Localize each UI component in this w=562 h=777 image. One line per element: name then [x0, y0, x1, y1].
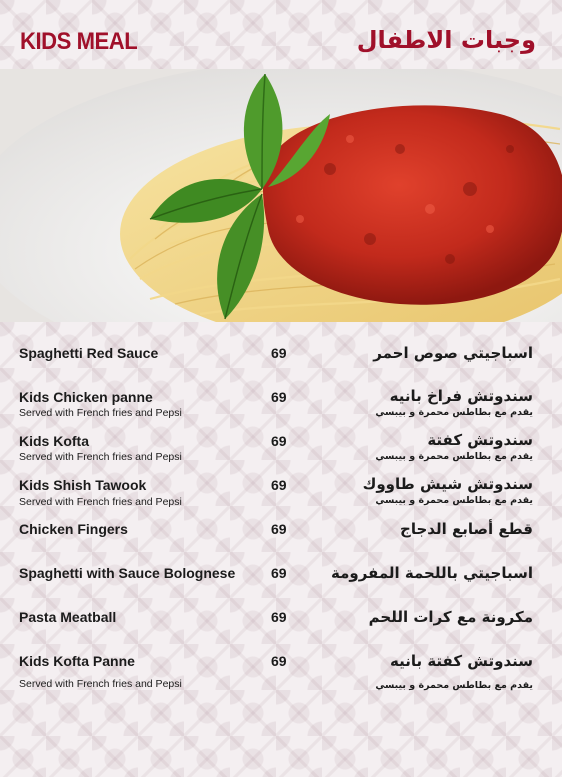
menu-item — [0, 430, 562, 470]
item-name-arabic: مكرونة مع كرات اللحم — [368, 608, 533, 626]
item-price: 69 — [271, 565, 287, 581]
item-price: 69 — [271, 521, 287, 537]
item-name-english: Kids Chicken panne — [19, 389, 153, 405]
item-name-arabic: سندوتش كفتة بانيه — [390, 652, 533, 670]
item-name-english: Kids Shish Tawook — [19, 477, 147, 493]
item-name-english: Chicken Fingers — [19, 521, 128, 537]
item-description-arabic: يقدم مع بطاطس محمرة و بيبسي — [375, 495, 533, 506]
item-price: 69 — [271, 477, 287, 493]
menu-item — [0, 474, 562, 514]
item-name-arabic: سندوتش فراخ بانيه — [389, 387, 533, 405]
item-name-english: Kids Kofta — [19, 433, 89, 449]
menu-item — [0, 519, 562, 559]
page-title-arabic: وجبات الاطفال — [356, 26, 536, 54]
dish-photo — [0, 69, 562, 322]
spaghetti-image — [0, 69, 562, 322]
item-name-english: Pasta Meatball — [19, 609, 117, 625]
page-title-english: KIDS MEAL — [20, 28, 138, 55]
item-description-english: Served with French fries and Pepsi — [19, 451, 182, 463]
item-description-arabic: يقدم مع بطاطس محمرة و بيبسي — [375, 451, 533, 462]
item-name-arabic: اسباجيتي باللحمة المفرومة — [331, 564, 533, 582]
item-name-arabic: سندوتش كفتة — [427, 431, 533, 449]
menu-item — [0, 563, 562, 603]
item-name-arabic: سندوتش شيش طاووك — [362, 475, 533, 493]
menu-list — [0, 322, 562, 777]
item-price: 69 — [271, 433, 287, 449]
menu-item — [0, 342, 562, 382]
menu-item — [0, 651, 562, 701]
item-description-arabic: يقدم مع بطاطس محمرة و بيبسي — [375, 407, 533, 418]
item-name-english: Spaghetti with Sauce Bolognese — [19, 565, 236, 581]
item-name-english: Spaghetti Red Sauce — [19, 345, 159, 361]
item-name-arabic: اسباجيتي صوص احمر — [373, 344, 533, 362]
item-name-english: Kids Kofta Panne — [19, 653, 135, 669]
item-description-arabic: يقدم مع بطاطس محمرة و بيبسي — [375, 680, 533, 691]
item-price: 69 — [271, 653, 287, 669]
item-price: 69 — [271, 609, 287, 625]
item-description-english: Served with French fries and Pepsi — [19, 496, 182, 508]
item-description-english: Served with French fries and Pepsi — [19, 678, 182, 690]
item-description-english: Served with French fries and Pepsi — [19, 407, 182, 419]
header — [0, 0, 562, 70]
menu-item — [0, 386, 562, 426]
item-name-arabic: قطع أصابع الدجاج — [400, 520, 533, 538]
item-price: 69 — [271, 389, 287, 405]
menu-item — [0, 607, 562, 647]
item-price: 69 — [271, 345, 287, 361]
